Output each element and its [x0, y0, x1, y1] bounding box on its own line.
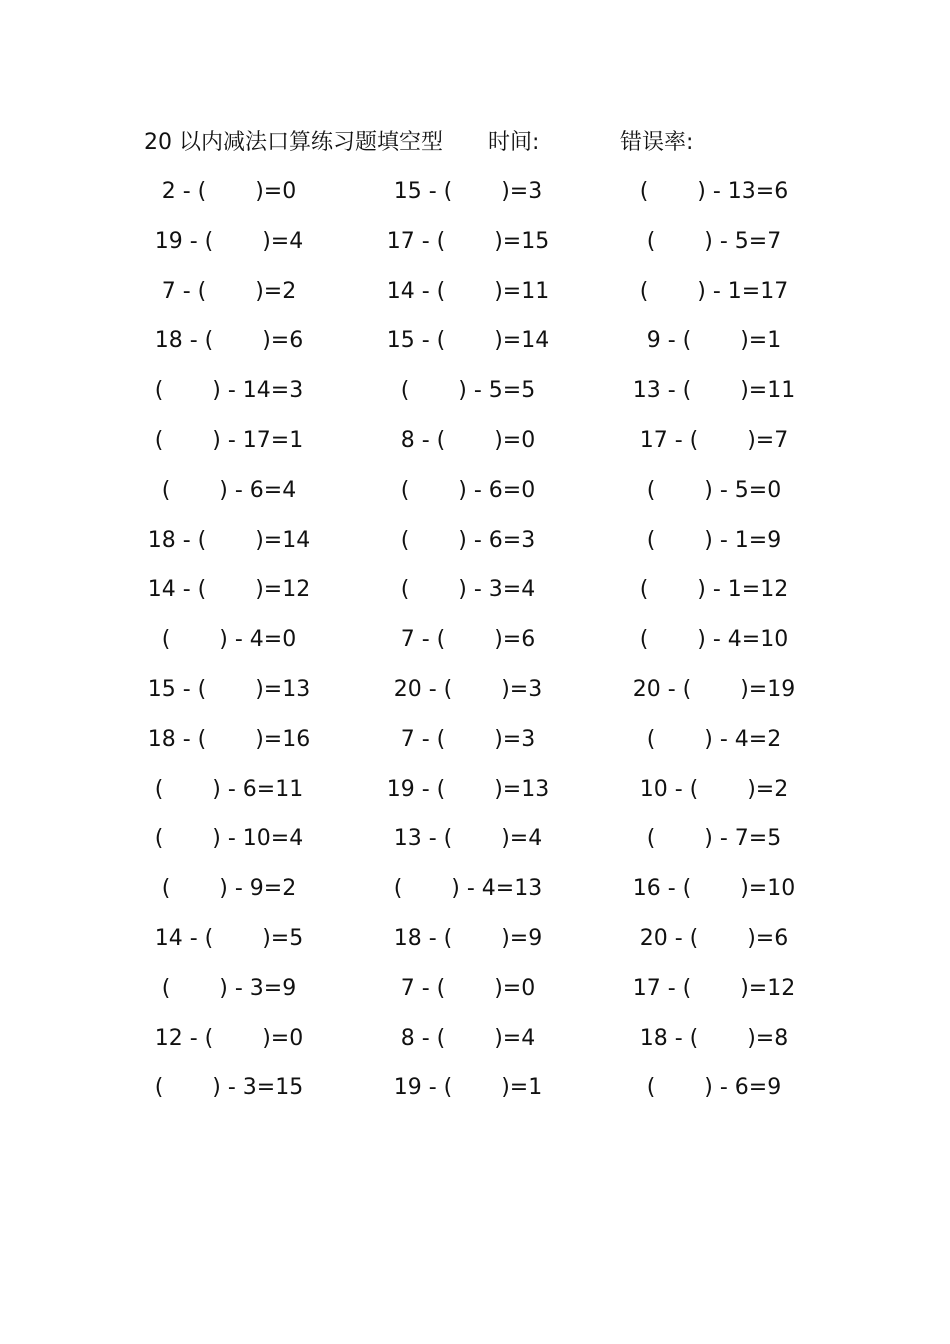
problem-item: ( ) - 13=6 [639, 179, 789, 204]
problem-row [0, 473, 950, 523]
problem-item: ( ) - 6=3 [400, 527, 536, 553]
problem-item: ( ) - 6=0 [400, 477, 536, 503]
problem-item: 19 - ( )=13 [386, 776, 550, 802]
problem-item: ( ) - 7=5 [646, 826, 782, 852]
problem-item: 19 - ( )=1 [393, 1075, 543, 1101]
problem-item: 13 - ( )=4 [393, 826, 543, 852]
problem-item: 18 - ( )=8 [639, 1025, 789, 1051]
problem-item: ( ) - 6=11 [154, 776, 304, 802]
problem-item: ( ) - 6=4 [161, 477, 297, 503]
problem-item: 20 - ( )=6 [639, 925, 789, 951]
problem-item: 16 - ( )=10 [632, 876, 796, 902]
worksheet-title: 20 以内减法口算练习题填空型 [144, 130, 443, 155]
problem-row [0, 373, 950, 423]
problem-item: 7 - ( )=2 [161, 278, 297, 304]
problem-item: 7 - ( )=6 [400, 627, 536, 653]
problem-item: ( ) - 4=10 [639, 627, 789, 653]
problem-row [0, 323, 950, 373]
problem-item: 18 - ( )=9 [393, 925, 543, 951]
problem-row [0, 821, 950, 871]
problem-row [0, 572, 950, 622]
problem-row [0, 672, 950, 722]
problem-item: ( ) - 5=7 [646, 228, 782, 254]
problem-item: ( ) - 1=12 [639, 577, 789, 603]
problem-row [0, 224, 950, 274]
problem-item: 12 - ( )=0 [154, 1025, 304, 1051]
problem-item: ( ) - 5=0 [646, 477, 782, 503]
problem-item: ( ) - 9=2 [161, 876, 297, 902]
problem-item: ( ) - 3=15 [154, 1075, 304, 1101]
problem-item: 17 - ( )=12 [632, 975, 796, 1001]
problem-row [0, 174, 950, 224]
problem-item: 8 - ( )=0 [400, 427, 536, 453]
problem-item: ( ) - 3=9 [161, 975, 297, 1001]
problem-row [0, 523, 950, 573]
problem-row [0, 722, 950, 772]
problem-item: 15 - ( )=13 [147, 676, 311, 702]
problem-item: ( ) - 10=4 [154, 826, 304, 852]
problem-item: 14 - ( )=5 [154, 925, 304, 951]
problem-item: 20 - ( )=19 [632, 676, 796, 702]
problem-item: ( ) - 14=3 [154, 378, 304, 404]
problem-item: 14 - ( )=11 [386, 278, 550, 304]
problem-item: 15 - ( )=3 [393, 179, 543, 204]
problem-item: ( ) - 4=0 [161, 627, 297, 653]
problem-row [0, 921, 950, 971]
problem-item: 18 - ( )=14 [147, 527, 311, 553]
problem-item: 14 - ( )=12 [147, 577, 311, 603]
problem-row [0, 1021, 950, 1071]
problem-row [0, 1070, 950, 1120]
problem-item: 2 - ( )=0 [161, 179, 297, 204]
problem-item: ( ) - 4=13 [393, 876, 543, 902]
problem-item: ( ) - 3=4 [400, 577, 536, 603]
problem-row [0, 274, 950, 324]
problem-item: 8 - ( )=4 [400, 1025, 536, 1051]
problem-item: 7 - ( )=0 [400, 975, 536, 1001]
problem-item: 10 - ( )=2 [639, 776, 789, 802]
problem-item: 17 - ( )=15 [386, 228, 550, 254]
problem-item: ( ) - 17=1 [154, 427, 304, 453]
problem-item: 7 - ( )=3 [400, 726, 536, 752]
error-rate-label: 错误率: [620, 130, 694, 155]
problem-row [0, 772, 950, 822]
problem-grid [0, 174, 950, 1120]
problem-row [0, 971, 950, 1021]
problem-item: 17 - ( )=7 [639, 427, 789, 453]
problem-item: 13 - ( )=11 [632, 378, 796, 404]
problem-item: ( ) - 1=9 [646, 527, 782, 553]
worksheet-header [0, 126, 950, 160]
problem-item: 9 - ( )=1 [646, 328, 782, 354]
problem-item: 19 - ( )=4 [154, 228, 304, 254]
problem-item: ( ) - 6=9 [646, 1075, 782, 1101]
problem-row [0, 622, 950, 672]
problem-item: 20 - ( )=3 [393, 676, 543, 702]
problem-item: 18 - ( )=16 [147, 726, 311, 752]
problem-row [0, 423, 950, 473]
problem-row [0, 871, 950, 921]
problem-item: 15 - ( )=14 [386, 328, 550, 354]
problem-item: ( ) - 1=17 [639, 278, 789, 304]
time-label: 时间: [488, 130, 540, 155]
problem-item: ( ) - 5=5 [400, 378, 536, 404]
problem-item: 18 - ( )=6 [154, 328, 304, 354]
problem-item: ( ) - 4=2 [646, 726, 782, 752]
